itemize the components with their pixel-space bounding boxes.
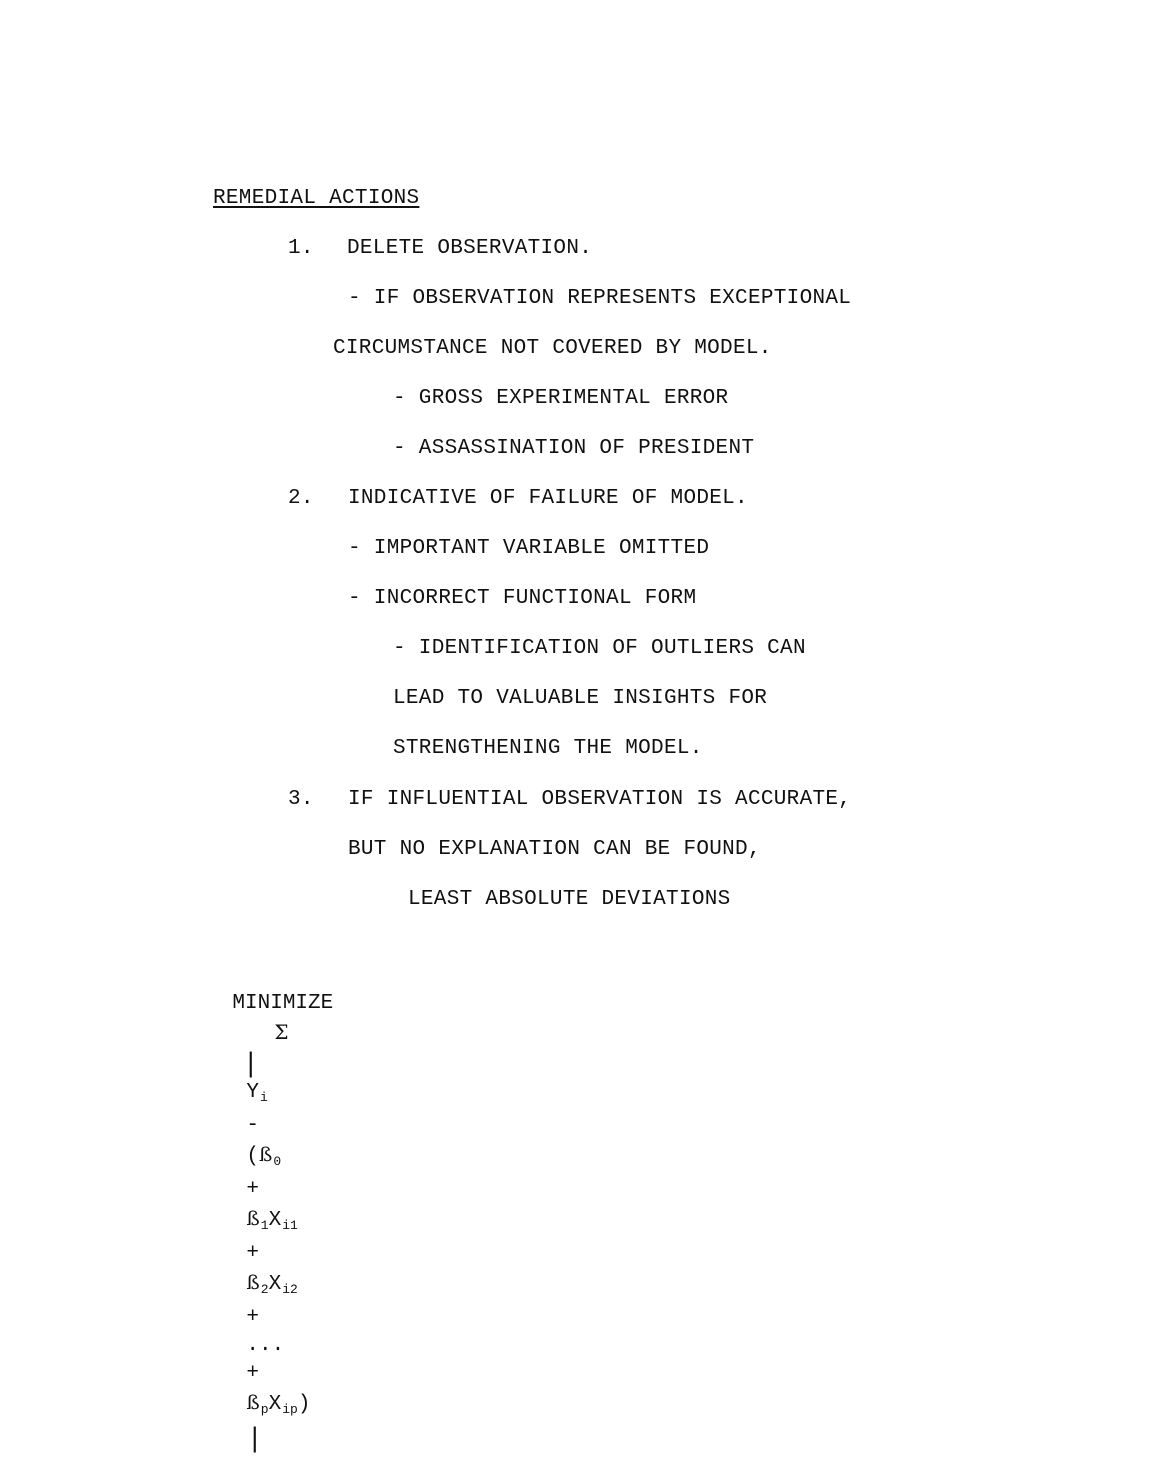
- formula-plus-3: +: [246, 1306, 260, 1329]
- item-2-sub-1: - IMPORTANT VARIABLE OMITTED: [348, 537, 710, 560]
- x-p-symbol: X: [268, 1393, 282, 1416]
- formula-minus: -: [246, 1114, 260, 1137]
- item-1-sub-1-b: - ASSASSINATION OF PRESIDENT: [393, 437, 755, 460]
- beta-2-subscript: 2: [260, 1282, 269, 1297]
- summation-symbol: Σ: [274, 1020, 289, 1044]
- formula-y: [246, 1079, 267, 1112]
- item-3-number: 3.: [288, 788, 314, 811]
- beta-1-subscript: 1: [260, 1218, 269, 1233]
- absolute-bar-left: |: [246, 1048, 256, 1078]
- item-1-sub-1-a: - GROSS EXPERIMENTAL ERROR: [393, 387, 729, 410]
- y-symbol: Y: [246, 1081, 260, 1104]
- item-3-text-line-1: IF INFLUENTIAL OBSERVATION IS ACCURATE,: [348, 788, 852, 811]
- formula-plus-2: +: [246, 1242, 260, 1265]
- absolute-bar-right: |: [250, 1423, 260, 1453]
- beta-0-subscript: 0: [273, 1154, 282, 1169]
- beta-1-symbol: ß: [246, 1206, 260, 1230]
- formula-close-paren: ): [297, 1393, 311, 1416]
- beta-2-symbol: ß: [246, 1270, 260, 1294]
- x-1-subscript: i1: [282, 1218, 298, 1233]
- item-1-sub-1-line-1: - IF OBSERVATION REPRESENTS EXCEPTIONAL: [348, 287, 852, 310]
- item-3-method: LEAST ABSOLUTE DEVIATIONS: [408, 888, 731, 911]
- formula-plus-1: +: [246, 1178, 260, 1201]
- formula-open-paren: (: [246, 1145, 260, 1168]
- x-p-subscript: ip: [282, 1402, 298, 1417]
- x-1-symbol: X: [268, 1209, 282, 1232]
- beta-p-symbol: ß: [246, 1390, 260, 1414]
- item-2-sub-2-a-line-1: - IDENTIFICATION OF OUTLIERS CAN: [393, 637, 806, 660]
- item-1-text: DELETE OBSERVATION.: [347, 237, 593, 260]
- formula-plus-4: +: [246, 1362, 260, 1385]
- term-p: [246, 1388, 297, 1424]
- beta-0-symbol: ß: [259, 1142, 273, 1166]
- term-1: [246, 1204, 297, 1240]
- item-1-sub-1-line-2: CIRCUMSTANCE NOT COVERED BY MODEL.: [333, 337, 772, 360]
- item-1-number: 1.: [288, 237, 314, 260]
- section-title: REMEDIAL ACTIONS: [213, 187, 420, 210]
- item-2-sub-2: - INCORRECT FUNCTIONAL FORM: [348, 587, 697, 610]
- item-2-text: INDICATIVE OF FAILURE OF MODEL.: [348, 487, 748, 510]
- lad-formula: [182, 962, 333, 1482]
- item-2-sub-2-a-line-2: LEAD TO VALUABLE INSIGHTS FOR: [393, 687, 768, 710]
- formula-ellipsis: ...: [246, 1334, 285, 1357]
- item-3-text-line-2: BUT NO EXPLANATION CAN BE FOUND,: [348, 838, 761, 861]
- formula-keyword: MINIMIZE: [232, 992, 334, 1015]
- item-2-number: 2.: [288, 487, 314, 510]
- x-2-subscript: i2: [282, 1282, 298, 1297]
- term-2: [246, 1268, 297, 1304]
- item-2-sub-2-a-line-3: STRENGTHENING THE MODEL.: [393, 737, 703, 760]
- y-subscript: i: [260, 1090, 268, 1105]
- x-2-symbol: X: [268, 1273, 282, 1296]
- beta-p-subscript: p: [260, 1402, 269, 1417]
